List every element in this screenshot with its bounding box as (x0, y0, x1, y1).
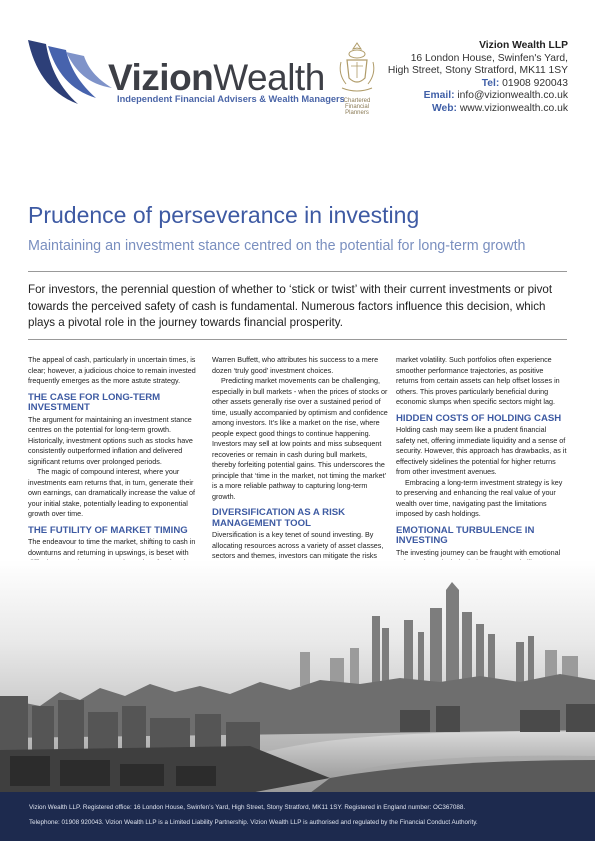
company-logo (26, 38, 345, 108)
city-skyline-image (0, 560, 595, 793)
paragraph: The investing journey can be fraught with emotional (396, 547, 561, 557)
crest-icon (336, 40, 378, 98)
section-heading-hidden-costs: HIDDEN COSTS OF HOLDING CASH (396, 412, 562, 424)
divider-bottom (28, 339, 567, 340)
tel-value: 01908 920043 (502, 77, 568, 89)
paragraph: Predicting market movements can be challenging, especially in bull markets - when the prices of stocks or other assets generally rise over a sustained period of time, usually accompanied by optimism and confidence among investors. It’s like a market on the rise, where people expect good things to continue happening. Investors may sell at low points and miss subsequent recoveries or remain in cash during bull markets, thereby forfeiting potential gains. This underscores the principle that ‘time in the market, not timing the market’ is a more reliable pathway to capturing long-term growth. (212, 376, 388, 501)
crest-caption-line-3: Planners (345, 110, 369, 116)
email-label: Email: (423, 90, 455, 102)
section-heading-long-term: THE CASE FOR LONG-TERM INVESTMENT (28, 391, 161, 413)
contact-web-row (388, 103, 568, 116)
email-link[interactable]: info@vizionwealth.co.uk (457, 90, 568, 102)
paragraph: market volatility. Such portfolios often experience smoother performance trajectories, as positive returns from certain assets can help offset losses in others. This proves particularly beneficial during economic slumps when specific sectors might lag. (396, 355, 560, 406)
crest-caption-line-2: Financial (344, 104, 369, 110)
crest-caption (336, 98, 378, 116)
crest-caption-line-1: Chartered (343, 98, 371, 104)
contact-firm: Vizion Wealth LLP (479, 40, 568, 51)
article-subtitle: Maintaining an investment stance centred on the potential for long-term growth (28, 238, 526, 254)
paragraph: Embracing a long-term investment strategy is key to preserving and enhancing the real value of your wealth over time, navigating past the limitations imposed by cash holdings. (396, 477, 563, 518)
contact-tel-row (388, 78, 568, 91)
divider-top (28, 271, 567, 272)
paragraph: The appeal of cash, particularly in uncertain times, is clear; however, a judicious choice to remain invested frequently emerges as the more astute strategy. (28, 355, 196, 385)
paragraph: The endeavour to time the market, shifting to cash in downturns and returning in upswings, is beset with (28, 537, 196, 557)
paragraph: The magic of compound interest, where your investments earn returns that, in turn, generate their own earnings, can dramatically increase the value of your initial stake, potentially leading to exponential growth over time. (28, 467, 196, 518)
contact-address-2: High Street, Stony Stratford, MK11 1SY (387, 65, 568, 77)
paragraph: Diversification is a key tenet of sound investing. By allocating resources across a variety of asset classes, sectors and themes, investors can mitigate the risks (212, 530, 384, 560)
paragraph: The argument for maintaining an investment stance centres on the potential for long-term growth. Historically, investment options such as stocks have consistently outperformed inflation and delivered significant returns over prolonged periods. (28, 414, 193, 466)
article-intro: For investors, the perennial question of whether to ‘stick or twist’ with their current investments or pivot towards the perceived safety of cash is fundamental. Numerous factors influence this decision, which plays a pivotal role in the journey towards financial prosperity. (28, 283, 553, 329)
contact-email-row (388, 90, 568, 103)
web-link[interactable]: www.vizionwealth.co.uk (459, 102, 568, 114)
contact-address-1: 16 London House, Swinfen's Yard, (410, 52, 568, 64)
article-column-2 (212, 355, 390, 593)
logo-word-1: Vizion (108, 57, 214, 98)
section-heading-emotional: EMOTIONAL TURBULENCE IN INVESTING (396, 524, 535, 546)
logo-word-2: Wealth (213, 57, 325, 98)
article-column-3 (396, 355, 567, 579)
page-footer (0, 792, 595, 841)
section-heading-market-timing: THE FUTILITY OF MARKET TIMING (28, 524, 188, 536)
article-column-1 (28, 355, 206, 590)
article-title: Prudence of perseverance in investing (28, 202, 420, 228)
tel-label: Tel: (481, 77, 500, 89)
logo-tagline: Independent Financial Advisers & Wealth Managers (117, 94, 345, 104)
paragraph: Warren Buffett, who attributes his success to a mere dozen ‘truly good’ investment choices. (212, 355, 379, 375)
logo-wordmark (108, 58, 325, 98)
chartered-planners-crest (336, 40, 378, 116)
logo-swoosh-icon (26, 38, 118, 108)
footer-line-1: Vizion Wealth LLP. Registered office: 16 London House, Swinfen’s Yard, High Street, Stony Stratford, MK11 1SY. Registered in England number: OC367088. (29, 804, 466, 811)
footer-line-2: Telephone: 01908 920043. Vizion Wealth LLP is a Limited Liability Partnership. Vizion Wealth LLP is authorised and regulated by the Financial Conduct Authority. (29, 819, 478, 826)
web-label: Web: (431, 102, 457, 114)
contact-block (388, 40, 568, 116)
paragraph: Holding cash may seem like a prudent financial safety net, offering immediate liquidity and a sense of security. However, this approach has drawbacks, as it effectively sidelines the potential for higher returns from other investment avenues. (396, 425, 567, 476)
section-heading-diversification: DIVERSIFICATION AS A RISK MANAGEMENT TOOL (212, 507, 346, 529)
